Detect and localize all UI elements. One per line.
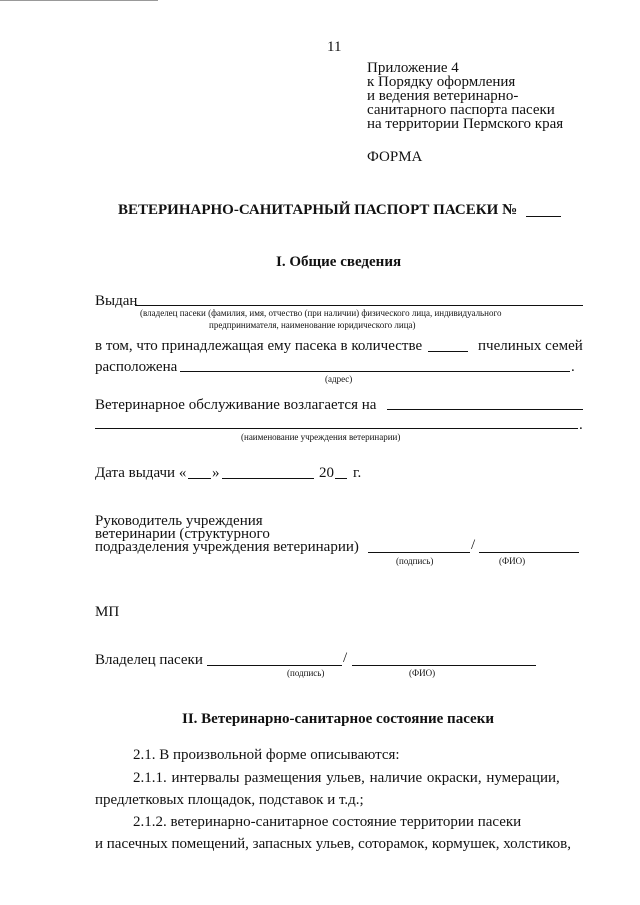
appendix-line-3: и ведения ветеринарно- — [367, 88, 519, 104]
located-label: расположена — [95, 359, 178, 375]
section2-p3-line1: 2.1.2. ветеринарно-санитарное состояние территории пасеки — [133, 814, 522, 830]
form-label: ФОРМА — [367, 149, 423, 165]
section2-p2-line2: предлетковых площадок, подставок и т.д.; — [95, 792, 364, 808]
owner-signature-hint: (подпись) — [287, 668, 325, 678]
head-signature-hint: (подпись) — [396, 556, 434, 566]
owner-label: Владелец пасеки — [95, 652, 203, 668]
bee-families-count-field[interactable] — [428, 351, 468, 352]
head-signature-field[interactable] — [368, 552, 470, 553]
apiary-text-b: пчелиных семей — [478, 338, 583, 354]
vet-service-label: Ветеринарное обслуживание возлагается на — [95, 397, 377, 413]
vet-institution-field-1[interactable] — [387, 409, 583, 410]
scan-edge-line — [0, 0, 158, 1]
stamp-label: МП — [95, 604, 120, 620]
appendix-line-2: к Порядку оформления — [367, 74, 516, 90]
section2-p1: 2.1. В произвольной форме описываются: — [133, 747, 400, 763]
owner-fio-hint: (ФИО) — [409, 668, 436, 678]
date-label: Дата выдачи « — [95, 465, 187, 481]
owner-slash: / — [343, 650, 348, 666]
date-day-field[interactable] — [188, 478, 211, 479]
document-title: ВЕТЕРИНАРНО-САНИТАРНЫЙ ПАСПОРТ ПАСЕКИ № — [118, 202, 518, 218]
address-hint: (адрес) — [325, 374, 353, 384]
apiary-text-a: в том, что принадлежащая ему пасека в количестве — [95, 338, 423, 354]
head-line-3: подразделения учреждения ветеринарии) — [95, 539, 359, 555]
date-year-prefix: 20 — [319, 465, 334, 481]
head-fio-hint: (ФИО) — [499, 556, 526, 566]
date-month-field[interactable] — [222, 478, 314, 479]
appendix-line-5: на территории Пермского края — [367, 116, 564, 132]
owner-name-field[interactable] — [135, 305, 583, 306]
date-quote-close: » — [212, 465, 220, 481]
appendix-line-1: Приложение 4 — [367, 60, 459, 76]
passport-number-blank[interactable] — [526, 216, 561, 217]
head-fio-field[interactable] — [479, 552, 579, 553]
address-field[interactable] — [180, 371, 570, 372]
head-line-1: Руководитель учреждения — [95, 513, 263, 529]
section2-p3-line2: и пасечных помещений, запасных ульев, соторамок, кормушек, холстиков, — [95, 836, 572, 852]
head-line-2: ветеринарии (структурного — [95, 526, 270, 542]
appendix-line-4: санитарного паспорта пасеки — [367, 102, 555, 118]
owner-signature-field[interactable] — [207, 665, 342, 666]
owner-fio-field[interactable] — [352, 665, 536, 666]
vet-hint: (наименование учреждения ветеринарии) — [241, 432, 401, 442]
date-year-field[interactable] — [335, 478, 347, 479]
vet-line-end: . — [579, 417, 583, 433]
owner-hint-2: предпринимателя, наименование юридического лица) — [209, 320, 416, 330]
section1-heading: I. Общие сведения — [276, 254, 402, 270]
section2-p2-line1: 2.1.1. интервалы размещения ульев, наличие окраски, нумерации, — [133, 770, 560, 786]
located-end: . — [571, 359, 575, 375]
section2-heading: II. Ветеринарно-санитарное состояние пасеки — [182, 711, 494, 727]
date-year-suffix: г. — [353, 465, 362, 481]
vet-institution-field-2[interactable] — [95, 428, 578, 429]
page-number: 11 — [327, 39, 342, 55]
issued-label: Выдан — [95, 293, 138, 309]
head-slash: / — [471, 537, 476, 553]
owner-hint-1: (владелец пасеки (фамилия, имя, отчество (при наличии) физического лица, индивидуального — [140, 308, 502, 318]
